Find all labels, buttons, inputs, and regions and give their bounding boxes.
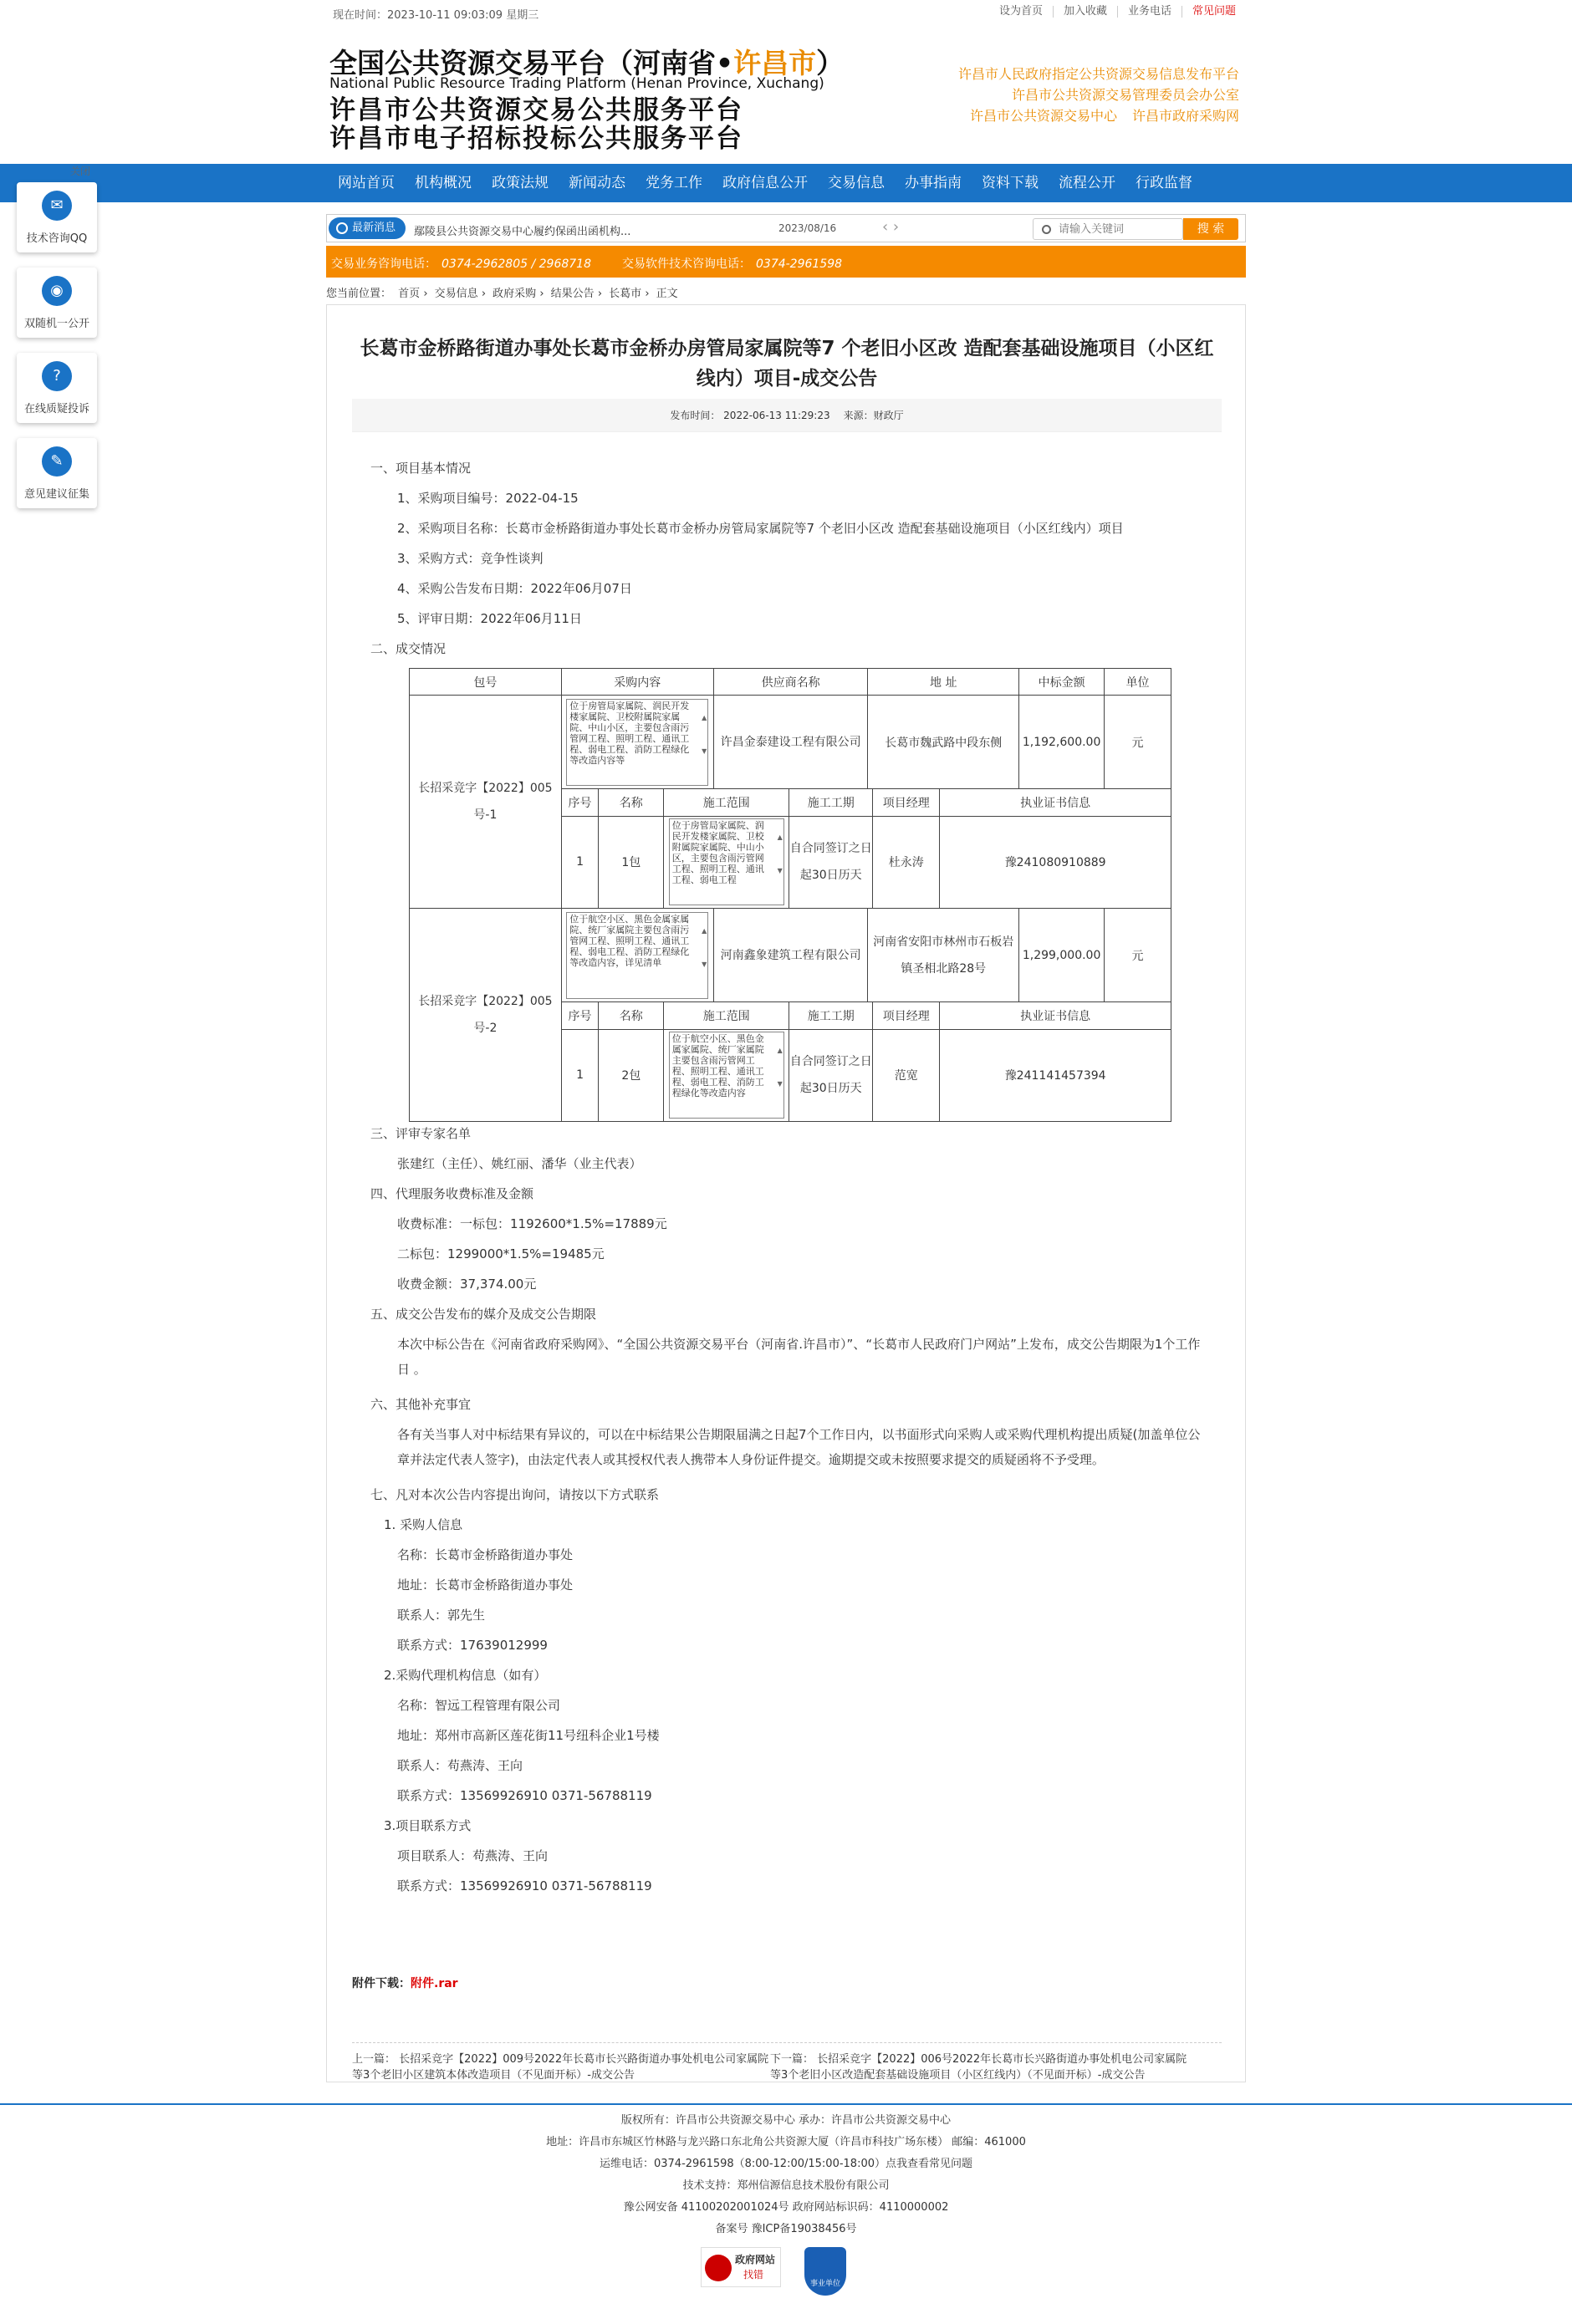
question-icon: ? (42, 361, 72, 391)
sub-no: 1 (562, 816, 599, 908)
col-package: 包号 (410, 669, 562, 696)
fee-amount: 收费金额：37,374.00元 (397, 1277, 537, 1292)
sub-col-no: 序号 (562, 1002, 599, 1029)
main-nav (0, 164, 1572, 202)
breadcrumb-result[interactable]: 结果公告 (550, 288, 595, 300)
faq-link[interactable]: 常见问题 (1182, 6, 1246, 18)
sub-col-manager: 项目经理 (873, 1002, 940, 1029)
sub-manager: 范宽 (873, 1029, 940, 1121)
breadcrumb-gov-purchase[interactable]: 政府采购 (493, 288, 537, 300)
sub-no: 1 (562, 1029, 599, 1121)
header-slogans: 许昌市人民政府指定公共资源交易信息发布平台 许昌市公共资源交易管理委员会办公室 许昌市公共资源交易中心 许昌市政府采购网 (957, 66, 1239, 124)
prev-next-nav (352, 2042, 1222, 2082)
breadcrumb-sep: › (423, 288, 428, 300)
package-id: 长招采竞字【2022】005号-1 (410, 696, 562, 909)
sub-col-period: 施工工期 (789, 1002, 873, 1029)
sidebar-item-feedback[interactable]: ✎ 意见建议征集 (17, 438, 97, 508)
sub-col-scope: 施工范围 (664, 1002, 789, 1029)
project-number: 1、采购项目编号：2022-04-15 (397, 491, 579, 506)
supplier-name: 河南鑫象建筑工程有限公司 (713, 909, 868, 1002)
article-title: 长葛市金桥路街道办事处长葛市金桥办房管局家属院等7 个老旧小区改 造配套基础设施项目（小区红线内）项目-成交公告 (360, 338, 1214, 390)
review-date: 5、评审日期：2022年06月11日 (397, 611, 582, 626)
section-3-heading: 三、评审专家名单 (370, 1126, 472, 1141)
supplier-address: 长葛市魏武路中段东侧 (868, 696, 1019, 789)
sub-table (562, 1002, 1171, 1121)
col-address: 地 址 (868, 669, 1019, 696)
breadcrumb-current: 正文 (656, 288, 678, 300)
sidebar-item-qq[interactable]: ✉ 技术咨询QQ (17, 182, 97, 252)
attachment-link[interactable]: 附件.rar (411, 1977, 458, 1990)
latest-news-badge: 最新消息 (329, 217, 406, 239)
section-5-heading: 五、成交公告发布的媒介及成交公告期限 (370, 1307, 597, 1322)
article-meta (352, 399, 1222, 432)
col-content: 采购内容 (561, 669, 713, 696)
bid-amount: 1,299,000.00 (1019, 909, 1105, 1002)
content-scrollbox[interactable]: 位于房管局家属院、润民开发楼家属院、卫校附属院家属院、中山小区，主要包含雨污管网工程、照明工程、通讯工程、弱电工程、消防工程绿化等改造内容等 ▲ ▼ (566, 699, 708, 786)
footer-phone[interactable]: 运维电话：0374-2961598（8:00-12:00/15:00-18:00）点我查看常见问题 (599, 2158, 973, 2170)
nav-download[interactable]: 资料下载 (982, 175, 1039, 191)
table-row (410, 909, 1171, 1002)
chat-icon: ✉ (42, 191, 72, 221)
sub-col-manager: 项目经理 (873, 789, 940, 816)
news-bar (326, 214, 1246, 242)
section-7-heading: 七、凡对本次公告内容提出询问，请按以下方式联系 (370, 1487, 660, 1502)
prev-article[interactable]: 上一篇： 长招采竞字【2022】009号2022年长葛市长兴路街道办事处机电公司家属院等3个老旧小区建筑本体改造项目（不见面开标）-成交公告 (352, 2053, 769, 2082)
sub-cert: 豫241080910889 (940, 816, 1171, 908)
site-title: 全国公共资源交易平台（河南省•许昌市） (329, 47, 845, 79)
gov-site-error-badge[interactable]: 政府网站 找错 (701, 2247, 781, 2287)
project-contact: 项目联系人：苟燕涛、王向 (397, 1848, 549, 1863)
publish-time: 发布时间： 2022-06-13 11:29:23 (670, 410, 830, 421)
speaker-icon (336, 222, 348, 234)
nav-news[interactable]: 新闻动态 (569, 175, 625, 191)
supplier-address: 河南省安阳市林州市石板岩镇圣相北路28号 (868, 909, 1019, 1002)
tech-hotline: 交易软件技术咨询电话： 0374-2961598 (622, 257, 843, 271)
footer-icp[interactable]: 备案号 豫ICP备19038456号 (715, 2223, 857, 2235)
purchaser-heading: 1. 采购人信息 (384, 1517, 463, 1532)
next-article[interactable]: 下一篇： 长招采竞字【2022】006号2022年长葛市长兴路街道办事处机电公司家属院等3个老旧小区改造配套基础设施项目（小区红线内）（不见面开标）-成交公告 (770, 2053, 1187, 2082)
breadcrumb-changge[interactable]: 长葛市 (609, 288, 642, 300)
hotline-bar (326, 246, 1246, 278)
nav-party[interactable]: 党务工作 (646, 175, 702, 191)
footer-address: 地址：许昌市东城区竹林路与龙兴路口东北角公共资源大厦（许昌市科技广场东楼） 邮编：461000 (546, 2136, 1026, 2148)
sub-col-cert: 执业证书信息 (940, 789, 1171, 816)
edit-icon: ✎ (42, 446, 72, 477)
top-links (989, 6, 1246, 18)
deal-table-header (410, 669, 1171, 696)
project-phone: 联系方式：13569926910 0371-56788119 (397, 1878, 652, 1893)
top-bar (326, 0, 1246, 25)
nav-home[interactable]: 网站首页 (338, 175, 395, 191)
scope-scrollbox[interactable]: 位于房管局家属院、润民开发楼家属院、卫校附属院家属院、中山小区，主要包含雨污管网工程、照明工程、通讯工程、弱电工程 ▲ ▼ (669, 818, 784, 905)
agency-address: 地址：郑州市高新区莲花街11号纽科企业1号楼 (397, 1728, 660, 1743)
site-footer (0, 2103, 1572, 2324)
objection-info: 各有关当事人对中标结果有异议的，可以在中标结果公告期限届满之日起7个工作日内，以书面形式向采购人或采购代理机构提出质疑(加盖单位公章并法定代表人签字)，由法定代表人或其授权代表人携带本人身份证件提交。逾期提交或未按照要求提交的质疑函将不予受理。 (397, 1427, 1201, 1467)
search-box (1033, 218, 1183, 240)
news-prev-next-arrows[interactable]: ‹ › (882, 218, 900, 236)
section-6-heading: 六、其他补充事宜 (370, 1397, 472, 1412)
sub-cert: 豫241141457394 (940, 1029, 1171, 1121)
breadcrumb-sep: › (645, 288, 650, 300)
article-source: 来源：财政厅 (843, 410, 904, 421)
supplier-name: 许昌金泰建设工程有限公司 (713, 696, 868, 789)
nav-supervision[interactable]: 行政监督 (1136, 175, 1192, 191)
search-icon (1042, 225, 1051, 234)
sub-col-period: 施工工期 (789, 789, 873, 816)
site-title-line3: 许昌市公共资源交易公共服务平台 (329, 95, 743, 125)
deal-table (409, 668, 1171, 1122)
scope-scrollbox[interactable]: 位于航空小区、黑色金属家属院、统厂家属院主要包含雨污管网工程、照明工程、通讯工程、弱电工程、消防工程绿化等改造内容 ▲ ▼ (669, 1032, 784, 1119)
sub-col-name: 名称 (599, 1002, 664, 1029)
agency-name: 名称：智远工程管理有限公司 (397, 1698, 561, 1713)
footer-tech-support: 技术支持：郑州信源信息技术股份有限公司 (682, 2179, 890, 2192)
purchaser-contact: 联系人：郭先生 (397, 1608, 486, 1623)
media-info: 本次中标公告在《河南省政府采购网》、“全国公共资源交易平台（河南省.许昌市）”、“长葛市人民政府门户网站”上发布，成交公告期限为1个工作日 。 (397, 1337, 1201, 1377)
sub-table (562, 789, 1171, 908)
table-row (410, 696, 1171, 789)
set-homepage-link[interactable]: 设为首页 (998, 5, 1043, 18)
business-hotline: 交易业务咨询电话： 0374-2962805 / 2968718 (331, 257, 591, 271)
col-unit: 单位 (1105, 669, 1171, 696)
purchase-method: 3、采购方式：竞争性谈判 (397, 551, 544, 566)
section-2-heading: 二、成交情况 (370, 641, 447, 656)
agency-contact: 联系人：苟燕涛、王向 (397, 1758, 523, 1773)
sub-col-scope: 施工范围 (664, 789, 789, 816)
breadcrumb-sep: › (481, 288, 487, 300)
sub-period: 自合同签订之日起30日历天 (789, 816, 873, 908)
project-name: 2、采购项目名称：长葛市金桥路街道办事处长葛市金桥办房管局家属院等7 个老旧小区改 造配套基础设施项目（小区红线内）项目 (397, 521, 1124, 536)
eye-icon: ◉ (42, 276, 72, 306)
gov-seal-icon (705, 2255, 732, 2281)
fee-standard-2: 二标包：1299000*1.5%=19485元 (397, 1246, 605, 1261)
section-4-heading: 四、代理服务收费标准及金额 (370, 1186, 534, 1201)
sub-name: 1包 (599, 816, 664, 908)
breadcrumb-sep: › (539, 288, 544, 300)
sub-manager: 杜永涛 (873, 816, 940, 908)
section-1-heading: 一、项目基本情况 (370, 461, 472, 476)
fee-standard-1: 收费标准：一标包：1192600*1.5%=17889元 (397, 1216, 667, 1231)
breadcrumb-trade-info[interactable]: 交易信息 (434, 288, 478, 300)
purchaser-name: 名称：长葛市金桥路街道办事处 (397, 1547, 574, 1562)
sub-col-cert: 执业证书信息 (940, 1002, 1171, 1029)
announce-date: 4、采购公告发布日期：2022年06月07日 (397, 581, 632, 596)
site-title-line4: 许昌市电子招标投标公共服务平台 (329, 124, 743, 154)
amount-unit: 元 (1105, 696, 1171, 789)
business-phone-link[interactable]: 业务电话 (1117, 6, 1182, 18)
agency-phone: 联系方式：13569926910 0371-56788119 (397, 1788, 652, 1803)
content-scrollbox[interactable]: 位于航空小区、黑色金属家属院、统厂家属院主要包含雨污管网工程、照明工程、通讯工程、弱电工程、消防工程绿化等改造内容，详见清单 ▲ ▼ (566, 912, 708, 999)
sub-col-name: 名称 (599, 789, 664, 816)
sub-name: 2包 (599, 1029, 664, 1121)
col-amount: 中标金额 (1019, 669, 1105, 696)
sidebar-item-random[interactable]: ◉ 双随机一公开 (17, 268, 97, 338)
breadcrumb-sep: › (597, 288, 603, 300)
agency-heading: 2.采购代理机构信息（如有） (384, 1668, 547, 1683)
sidebar-close[interactable]: 关闭 (70, 166, 91, 177)
package-id: 长招采竞字【2022】005号-2 (410, 909, 562, 1122)
amount-unit: 元 (1105, 909, 1171, 1002)
footer-badges (701, 2247, 846, 2296)
search-button[interactable]: 搜 索 (1183, 218, 1238, 240)
attachment: 附件下载：附件.rar (352, 1977, 458, 1990)
site-header (326, 25, 1246, 164)
nav-policy[interactable]: 政策法规 (492, 175, 549, 191)
nav-guide[interactable]: 办事指南 (905, 175, 962, 191)
nav-gov-info[interactable]: 政府信息公开 (722, 175, 808, 191)
sub-period: 自合同签订之日起30日历天 (789, 1029, 873, 1121)
breadcrumb-prefix: 您当前位置： (326, 288, 392, 300)
nav-trade-info[interactable]: 交易信息 (828, 175, 885, 191)
sub-col-no: 序号 (562, 789, 599, 816)
footer-police-record[interactable]: 豫公网安备 41100202001024号 政府网站标识码：4110000002 (623, 2201, 949, 2214)
current-time: 现在时间：2023-10-11 09:03:09 星期三 (333, 9, 539, 22)
search-input[interactable] (1059, 222, 1176, 237)
project-contact-heading: 3.项目联系方式 (384, 1818, 472, 1833)
purchaser-phone: 联系方式：17639012999 (397, 1638, 548, 1653)
nav-process[interactable]: 流程公开 (1059, 175, 1115, 191)
col-supplier: 供应商名称 (713, 669, 868, 696)
news-ticker-link[interactable]: 鄢陵县公共资源交易中心履约保函出函机构... (414, 226, 631, 238)
sidebar-item-complaint[interactable]: ? 在线质疑投诉 (17, 353, 97, 423)
institution-badge[interactable]: 事业单位 (804, 2247, 846, 2296)
nav-about[interactable]: 机构概况 (415, 175, 472, 191)
expert-list: 张建红（主任）、姚红丽、潘华（业主代表） (397, 1156, 642, 1171)
site-title-en: National Public Resource Trading Platform (Henan Province, Xuchang) (329, 75, 824, 92)
breadcrumb-home[interactable]: 首页 (398, 288, 421, 300)
article-panel (326, 304, 1246, 2082)
footer-copyright: 版权所有：许昌市公共资源交易中心 承办：许昌市公共资源交易中心 (620, 2114, 952, 2127)
bid-amount: 1,192,600.00 (1019, 696, 1105, 789)
add-favorite-link[interactable]: 加入收藏 (1053, 6, 1117, 18)
breadcrumb (326, 284, 681, 300)
purchaser-address: 地址：长葛市金桥路街道办事处 (397, 1577, 574, 1593)
news-date: 2023/08/16 (778, 222, 837, 234)
